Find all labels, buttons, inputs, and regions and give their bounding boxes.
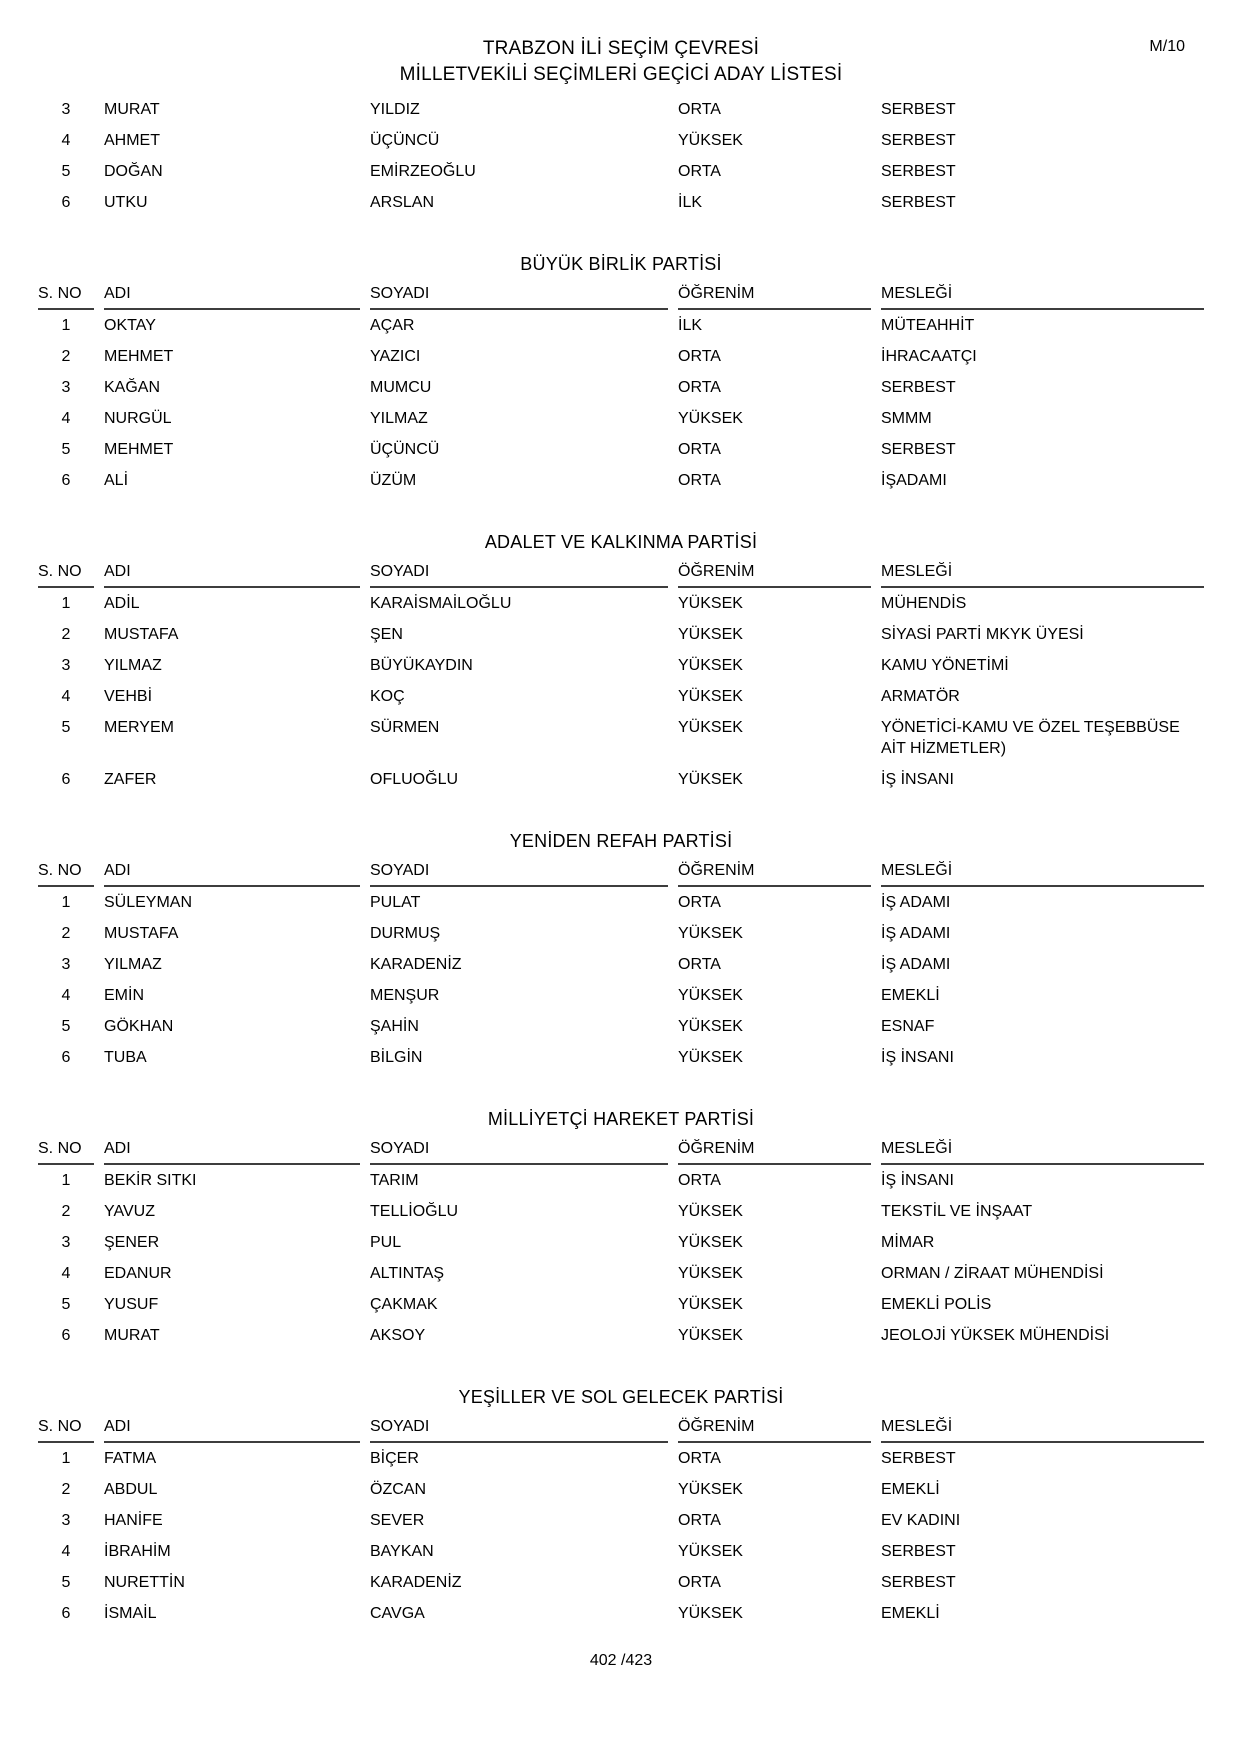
candidate-education: YÜKSEK	[678, 1234, 743, 1251]
candidate-serial-number: 2	[61, 1203, 71, 1220]
candidate-profession: İŞADAMI	[881, 472, 947, 489]
candidate-row	[38, 918, 1204, 949]
candidate-education: YÜKSEK	[678, 410, 743, 427]
candidate-row	[38, 465, 1204, 496]
page-number-indicator: 402 /423	[589, 1652, 653, 1669]
column-header-ogrenim: ÖĞRENİM	[678, 860, 871, 887]
candidate-last-name: ALTINTAŞ	[370, 1265, 445, 1282]
candidate-last-name: SÜRMEN	[370, 719, 440, 736]
candidate-education: ORTA	[678, 1512, 721, 1529]
column-header-ogrenim: ÖĞRENİM	[678, 283, 871, 310]
column-header-soyadi: SOYADI	[370, 283, 668, 310]
candidate-first-name: HANİFE	[104, 1512, 163, 1529]
candidate-last-name: ŞAHİN	[370, 1018, 419, 1035]
candidate-last-name: ÇAKMAK	[370, 1296, 438, 1313]
candidate-profession: İHRACAATÇI	[881, 348, 977, 365]
candidate-row	[38, 156, 1204, 187]
candidate-serial-number: 3	[61, 657, 71, 674]
candidate-serial-number: 1	[61, 595, 71, 612]
candidate-first-name: ADİL	[104, 595, 140, 612]
candidate-profession: MÜHENDİS	[881, 595, 967, 612]
party-title: YENİDEN REFAH PARTİSİ	[509, 831, 733, 851]
candidate-education: ORTA	[678, 379, 721, 396]
candidate-serial-number: 1	[61, 894, 71, 911]
candidate-education: YÜKSEK	[678, 1481, 743, 1498]
candidate-last-name: TARIM	[370, 1172, 419, 1189]
candidate-profession: KAMU YÖNETİMİ	[881, 657, 1009, 674]
candidate-serial-number: 2	[61, 348, 71, 365]
party-title: MİLLİYETÇİ HAREKET PARTİSİ	[487, 1109, 755, 1129]
column-header-soyadi: SOYADI	[370, 860, 668, 887]
column-header-adi: ADI	[104, 860, 360, 887]
column-header-sno: S. NO	[38, 283, 94, 310]
candidate-serial-number: 5	[61, 163, 71, 180]
candidate-last-name: KOÇ	[370, 688, 405, 705]
column-header-soyadi: SOYADI	[370, 1416, 668, 1443]
candidate-profession: SERBEST	[881, 132, 956, 149]
column-header-meslegi: MESLEĞİ	[881, 283, 1204, 310]
candidate-profession: SERBEST	[881, 1450, 956, 1467]
candidate-last-name: TELLİOĞLU	[370, 1203, 459, 1220]
candidate-row	[38, 980, 1204, 1011]
candidate-education: YÜKSEK	[678, 987, 743, 1004]
candidate-row	[38, 1567, 1204, 1598]
candidate-profession: EMEKLİ	[881, 1605, 940, 1622]
candidate-profession: SERBEST	[881, 1574, 956, 1591]
party-candidate-lists	[38, 253, 1204, 1629]
candidate-profession: İŞ ADAMI	[881, 956, 951, 973]
candidate-first-name: OKTAY	[104, 317, 156, 334]
party-title: YEŞİLLER VE SOL GELECEK PARTİSİ	[458, 1387, 784, 1407]
candidate-serial-number: 6	[61, 771, 71, 788]
candidate-last-name: DURMUŞ	[370, 925, 441, 942]
candidate-first-name: UTKU	[104, 194, 148, 211]
candidate-last-name: ŞEN	[370, 626, 403, 643]
candidate-profession: SİYASİ PARTİ MKYK ÜYESİ	[881, 626, 1084, 643]
candidate-row	[38, 1598, 1204, 1629]
candidate-serial-number: 4	[61, 987, 71, 1004]
candidate-last-name: BİÇER	[370, 1450, 419, 1467]
candidate-first-name: MURAT	[104, 1327, 160, 1344]
candidate-first-name: YAVUZ	[104, 1203, 155, 1220]
table-body	[38, 1165, 1204, 1351]
candidate-first-name: SÜLEYMAN	[104, 894, 193, 911]
candidate-first-name: ABDUL	[104, 1481, 158, 1498]
candidate-education: YÜKSEK	[678, 1265, 743, 1282]
table-header-row	[38, 860, 1204, 887]
candidate-row	[38, 94, 1204, 125]
candidate-serial-number: 5	[61, 1296, 71, 1313]
table-body	[38, 588, 1204, 795]
column-header-sno: S. NO	[38, 1416, 94, 1443]
candidate-serial-number: 1	[61, 317, 71, 334]
table-header-row	[38, 561, 1204, 588]
candidate-profession: YÖNETİCİ-KAMU VE ÖZEL TEŞEBBÜSE AİT HİZMETLER)	[881, 719, 1180, 757]
party-section	[38, 830, 1204, 1073]
candidate-row	[38, 372, 1204, 403]
candidate-profession: ORMAN / ZİRAAT MÜHENDİSİ	[881, 1265, 1104, 1282]
candidate-serial-number: 5	[61, 1574, 71, 1591]
candidate-first-name: ALİ	[104, 472, 129, 489]
candidate-last-name: ÖZCAN	[370, 1481, 426, 1498]
column-header-sno: S. NO	[38, 1138, 94, 1165]
candidate-serial-number: 6	[61, 1327, 71, 1344]
candidate-education: ORTA	[678, 348, 721, 365]
document-header	[38, 36, 1204, 88]
candidate-serial-number: 5	[61, 441, 71, 458]
candidate-serial-number: 1	[61, 1172, 71, 1189]
candidate-profession: MÜTEAHHİT	[881, 317, 975, 334]
candidate-serial-number: 4	[61, 688, 71, 705]
party-title: BÜYÜK BİRLİK PARTİSİ	[520, 254, 722, 274]
candidate-profession: ARMATÖR	[881, 688, 960, 705]
candidate-profession: SERBEST	[881, 1543, 956, 1560]
party-section	[38, 1108, 1204, 1351]
candidate-serial-number: 5	[61, 1018, 71, 1035]
candidate-row	[38, 1536, 1204, 1567]
candidate-first-name: MEHMET	[104, 441, 174, 458]
column-header-adi: ADI	[104, 561, 360, 588]
column-header-adi: ADI	[104, 1138, 360, 1165]
candidate-row	[38, 1011, 1204, 1042]
column-header-ogrenim: ÖĞRENİM	[678, 1416, 871, 1443]
candidate-serial-number: 3	[61, 1512, 71, 1529]
candidate-first-name: NURETTİN	[104, 1574, 185, 1591]
candidate-education: İLK	[678, 317, 703, 334]
candidate-row	[38, 949, 1204, 980]
candidate-row	[38, 1505, 1204, 1536]
candidate-serial-number: 1	[61, 1450, 71, 1467]
column-header-meslegi: MESLEĞİ	[881, 860, 1204, 887]
candidate-profession: İŞ İNSANI	[881, 1049, 954, 1066]
party-section	[38, 253, 1204, 496]
candidate-row	[38, 434, 1204, 465]
candidate-serial-number: 4	[61, 1543, 71, 1560]
candidate-serial-number: 3	[61, 379, 71, 396]
candidate-first-name: MUSTAFA	[104, 925, 179, 942]
column-header-meslegi: MESLEĞİ	[881, 1138, 1204, 1165]
document-title-line2: MİLLETVEKİLİ SEÇİMLERİ GEÇİCİ ADAY LİSTESİ	[399, 64, 843, 85]
candidate-profession: İŞ ADAMI	[881, 925, 951, 942]
candidate-profession: JEOLOJİ YÜKSEK MÜHENDİSİ	[881, 1327, 1110, 1344]
column-header-soyadi: SOYADI	[370, 1138, 668, 1165]
candidate-education: ORTA	[678, 1450, 721, 1467]
candidate-first-name: GÖKHAN	[104, 1018, 174, 1035]
candidate-profession: EMEKLİ	[881, 1481, 940, 1498]
table-body	[38, 1443, 1204, 1629]
candidate-row	[38, 619, 1204, 650]
column-header-sno: S. NO	[38, 561, 94, 588]
column-header-adi: ADI	[104, 1416, 360, 1443]
candidate-row	[38, 1289, 1204, 1320]
candidate-last-name: BİLGİN	[370, 1049, 423, 1066]
candidate-first-name: AHMET	[104, 132, 160, 149]
candidate-first-name: MURAT	[104, 101, 160, 118]
candidate-education: YÜKSEK	[678, 1203, 743, 1220]
candidate-row	[38, 650, 1204, 681]
candidate-education: ORTA	[678, 894, 721, 911]
candidate-row	[38, 1165, 1204, 1196]
candidate-education: ORTA	[678, 956, 721, 973]
candidate-education: ORTA	[678, 1574, 721, 1591]
table-body	[38, 310, 1204, 496]
candidate-profession: SERBEST	[881, 163, 956, 180]
candidate-profession: SMMM	[881, 410, 932, 427]
candidate-profession: İŞ ADAMI	[881, 894, 951, 911]
candidate-first-name: TUBA	[104, 1049, 147, 1066]
candidate-row	[38, 1320, 1204, 1351]
candidate-row	[38, 1196, 1204, 1227]
candidate-serial-number: 4	[61, 1265, 71, 1282]
candidate-last-name: AKSOY	[370, 1327, 426, 1344]
continued-candidate-list	[38, 94, 1204, 218]
candidate-profession: TEKSTİL VE İNŞAAT	[881, 1203, 1033, 1220]
candidate-row	[38, 1042, 1204, 1073]
candidate-last-name: MENŞUR	[370, 987, 440, 1004]
candidate-first-name: MEHMET	[104, 348, 174, 365]
table-header-row	[38, 283, 1204, 310]
candidate-last-name: ÜÇÜNCÜ	[370, 132, 440, 149]
candidate-row	[38, 187, 1204, 218]
candidate-profession: İŞ İNSANI	[881, 1172, 954, 1189]
candidate-education: YÜKSEK	[678, 719, 743, 736]
candidate-row	[38, 588, 1204, 619]
candidate-first-name: NURGÜL	[104, 410, 172, 427]
candidate-row	[38, 1227, 1204, 1258]
candidate-row	[38, 1258, 1204, 1289]
candidate-serial-number: 2	[61, 925, 71, 942]
column-header-ogrenim: ÖĞRENİM	[678, 1138, 871, 1165]
column-header-ogrenim: ÖĞRENİM	[678, 561, 871, 588]
candidate-education: YÜKSEK	[678, 1018, 743, 1035]
candidate-last-name: PULAT	[370, 894, 421, 911]
candidate-row	[38, 403, 1204, 434]
candidate-first-name: MERYEM	[104, 719, 174, 736]
candidate-education: YÜKSEK	[678, 1327, 743, 1344]
candidate-education: ORTA	[678, 441, 721, 458]
candidate-last-name: AÇAR	[370, 317, 415, 334]
candidate-profession: EMEKLİ	[881, 987, 940, 1004]
document-title-line1: TRABZON İLİ SEÇİM ÇEVRESİ	[482, 38, 760, 59]
candidate-profession: EMEKLİ POLİS	[881, 1296, 992, 1313]
candidate-first-name: FATMA	[104, 1450, 157, 1467]
candidate-first-name: YILMAZ	[104, 657, 162, 674]
candidate-row	[38, 764, 1204, 795]
candidate-row	[38, 1474, 1204, 1505]
column-header-soyadi: SOYADI	[370, 561, 668, 588]
candidate-first-name: İSMAİL	[104, 1605, 157, 1622]
candidate-profession: ESNAF	[881, 1018, 935, 1035]
candidate-last-name: SEVER	[370, 1512, 425, 1529]
candidate-last-name: ÜÇÜNCÜ	[370, 441, 440, 458]
candidate-profession: SERBEST	[881, 101, 956, 118]
candidate-profession: SERBEST	[881, 441, 956, 458]
candidate-profession: MİMAR	[881, 1234, 935, 1251]
page-reference: M/10	[1149, 38, 1185, 55]
candidate-education: YÜKSEK	[678, 688, 743, 705]
candidate-first-name: YUSUF	[104, 1296, 159, 1313]
candidate-first-name: EDANUR	[104, 1265, 172, 1282]
candidate-first-name: BEKİR SITKI	[104, 1172, 197, 1189]
candidate-row	[38, 1443, 1204, 1474]
candidate-serial-number: 3	[61, 1234, 71, 1251]
candidate-serial-number: 6	[61, 1049, 71, 1066]
candidate-row	[38, 887, 1204, 918]
candidate-last-name: CAVGA	[370, 1605, 425, 1622]
column-header-adi: ADI	[104, 283, 360, 310]
candidate-last-name: ÜZÜM	[370, 472, 417, 489]
candidate-last-name: KARAİSMAİLOĞLU	[370, 595, 512, 612]
candidate-row	[38, 341, 1204, 372]
candidate-last-name: YAZICI	[370, 348, 421, 365]
candidate-serial-number: 2	[61, 626, 71, 643]
candidate-last-name: YILDIZ	[370, 101, 420, 118]
candidate-first-name: İBRAHİM	[104, 1543, 171, 1560]
candidate-education: YÜKSEK	[678, 1543, 743, 1560]
candidate-last-name: MUMCU	[370, 379, 432, 396]
table-header-row	[38, 1416, 1204, 1443]
candidate-row	[38, 310, 1204, 341]
candidate-serial-number: 3	[61, 101, 71, 118]
candidate-last-name: KARADENİZ	[370, 956, 462, 973]
candidate-first-name: YILMAZ	[104, 956, 162, 973]
candidate-profession: SERBEST	[881, 194, 956, 211]
candidate-serial-number: 6	[61, 194, 71, 211]
candidate-serial-number: 2	[61, 1481, 71, 1498]
candidate-serial-number: 5	[61, 719, 71, 736]
candidate-serial-number: 6	[61, 1605, 71, 1622]
candidate-last-name: YILMAZ	[370, 410, 428, 427]
candidate-first-name: ŞENER	[104, 1234, 160, 1251]
candidate-education: YÜKSEK	[678, 771, 743, 788]
candidate-row	[38, 712, 1204, 764]
candidate-education: İLK	[678, 194, 703, 211]
candidate-last-name: OFLUOĞLU	[370, 771, 459, 788]
candidate-education: YÜKSEK	[678, 925, 743, 942]
candidate-education: YÜKSEK	[678, 626, 743, 643]
candidate-education: YÜKSEK	[678, 132, 743, 149]
party-section	[38, 1386, 1204, 1629]
party-section	[38, 531, 1204, 795]
candidate-last-name: ARSLAN	[370, 194, 435, 211]
candidate-education: YÜKSEK	[678, 595, 743, 612]
candidate-education: YÜKSEK	[678, 1605, 743, 1622]
candidate-education: ORTA	[678, 1172, 721, 1189]
candidate-first-name: ZAFER	[104, 771, 157, 788]
candidate-serial-number: 6	[61, 472, 71, 489]
candidate-first-name: DOĞAN	[104, 163, 163, 180]
candidate-profession: SERBEST	[881, 379, 956, 396]
candidate-last-name: EMİRZEOĞLU	[370, 163, 476, 180]
candidate-last-name: BÜYÜKAYDIN	[370, 657, 473, 674]
party-title: ADALET VE KALKINMA PARTİSİ	[484, 532, 758, 552]
candidate-education: ORTA	[678, 101, 721, 118]
candidate-first-name: EMİN	[104, 987, 144, 1004]
candidate-profession: İŞ İNSANI	[881, 771, 954, 788]
candidate-profession: EV KADINI	[881, 1512, 961, 1529]
candidate-education: YÜKSEK	[678, 657, 743, 674]
candidate-education: ORTA	[678, 163, 721, 180]
table-body	[38, 887, 1204, 1073]
candidate-row	[38, 125, 1204, 156]
candidate-education: YÜKSEK	[678, 1296, 743, 1313]
candidate-last-name: KARADENİZ	[370, 1574, 462, 1591]
column-header-meslegi: MESLEĞİ	[881, 1416, 1204, 1443]
column-header-meslegi: MESLEĞİ	[881, 561, 1204, 588]
candidate-last-name: PUL	[370, 1234, 402, 1251]
candidate-first-name: VEHBİ	[104, 688, 153, 705]
column-header-sno: S. NO	[38, 860, 94, 887]
candidate-last-name: BAYKAN	[370, 1543, 434, 1560]
candidate-education: ORTA	[678, 472, 721, 489]
candidate-serial-number: 3	[61, 956, 71, 973]
candidate-serial-number: 4	[61, 410, 71, 427]
table-header-row	[38, 1138, 1204, 1165]
candidate-education: YÜKSEK	[678, 1049, 743, 1066]
candidate-serial-number: 4	[61, 132, 71, 149]
candidate-first-name: KAĞAN	[104, 379, 161, 396]
candidate-first-name: MUSTAFA	[104, 626, 179, 643]
candidate-row	[38, 681, 1204, 712]
